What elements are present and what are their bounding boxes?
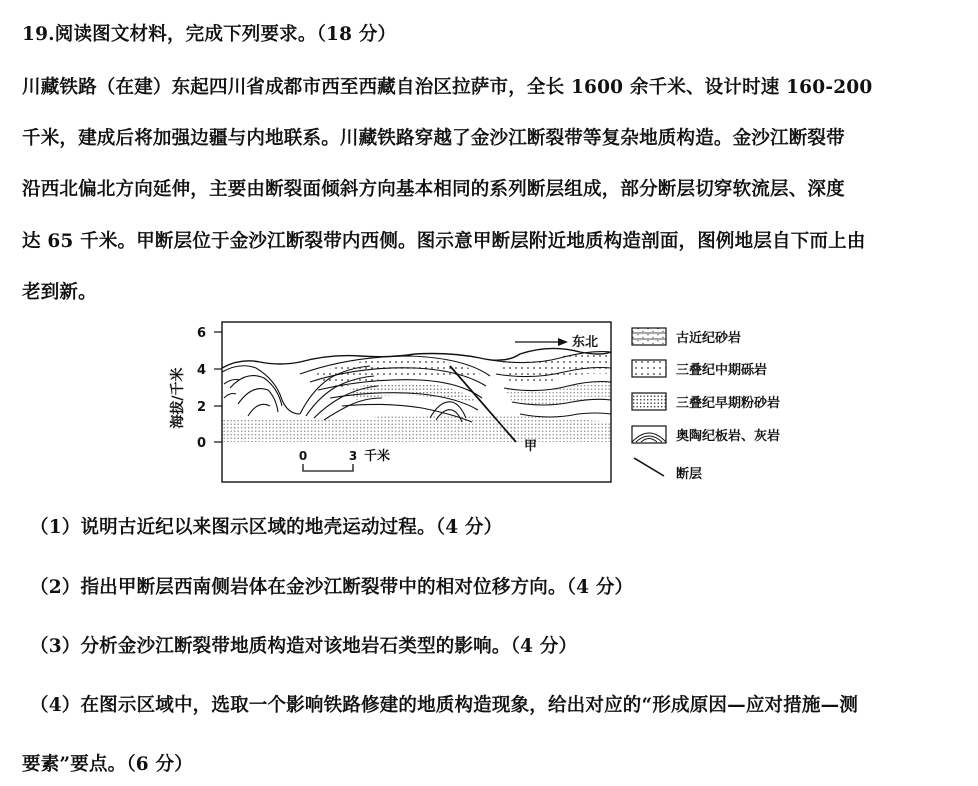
- scale-bar: [299, 448, 390, 471]
- geologic-section-figure: [160, 318, 800, 490]
- material-line: 沿西北偏北方向延伸，主要由断裂面倾斜方向基本相同的系列断层组成，部分断层切穿软流层、深度: [22, 179, 845, 200]
- scale-start: 0: [298, 449, 308, 463]
- fault-line-icon: [634, 458, 664, 476]
- y-axis-label: 海拔/千米: [170, 367, 186, 429]
- sub-question-2: （2）指出甲断层西南侧岩体在金沙江断裂带中的相对位移方向。（4 分）: [30, 577, 634, 598]
- legend-item: [632, 393, 780, 411]
- sub-question-1: （1）说明古近纪以来图示区域的地壳运动过程。（4 分）: [30, 517, 503, 538]
- material-line: 老到新。: [22, 282, 97, 303]
- cross-section-drawing: [222, 348, 611, 442]
- y-tick-label: 6: [196, 326, 206, 341]
- legend-label: 三叠纪早期粉砂岩: [676, 396, 781, 411]
- y-axis: [197, 326, 222, 451]
- sub-question-4-continued: 要素”要点。（6 分）: [22, 754, 193, 775]
- question-heading: 19.阅读图文材料，完成下列要求。（18 分）: [22, 24, 397, 45]
- middle-triassic-conglomerate-icon: [632, 360, 666, 377]
- y-tick-label: 0: [196, 436, 206, 451]
- y-tick-label: 2: [196, 400, 206, 415]
- material-line: 达 65 千米。甲断层位于金沙江断裂带内西侧。图示意甲断层附近地质构造剖面，图例地层自下而上由: [22, 231, 866, 252]
- scale-end: 3: [348, 449, 358, 463]
- legend-item: [632, 328, 741, 346]
- early-triassic-siltstone-icon: [632, 393, 666, 410]
- legend-item: [632, 360, 767, 378]
- sub-question-3: （3）分析金沙江断裂带地质构造对该地岩石类型的影响。（4 分）: [30, 636, 578, 657]
- sub-question-4: （4）在图示区域中，选取一个影响铁路修建的地质构造现象，给出对应的“形成原因—应对措施—测: [30, 695, 859, 716]
- legend-item: [632, 426, 780, 444]
- material-line: 川藏铁路（在建）东起四川省成都市西至西藏自治区拉萨市，全长 1600 余千米、设计时速 160-200: [22, 77, 873, 98]
- ordovician-slate-limestone-icon: [632, 426, 666, 443]
- direction-indicator: [515, 334, 598, 350]
- fault-label: 甲: [524, 439, 538, 454]
- arrow-right-icon: [558, 338, 568, 346]
- legend-item: [634, 458, 702, 482]
- legend-label: 断层: [676, 467, 703, 482]
- legend-label: 奥陶纪板岩、灰岩: [676, 429, 781, 444]
- scale-unit: 千米: [364, 449, 391, 464]
- material-line: 千米，建成后将加强边疆与内地联系。川藏铁路穿越了金沙江断裂带等复杂地质构造。金沙江断裂带: [22, 128, 845, 149]
- y-tick-label: 4: [196, 363, 206, 378]
- direction-label: 东北: [572, 335, 599, 350]
- paleogene-sandstone-icon: [632, 328, 666, 345]
- legend-label: 三叠纪中期砾岩: [676, 363, 768, 378]
- legend-label: 古近纪砂岩: [676, 331, 742, 346]
- legend: [632, 328, 780, 482]
